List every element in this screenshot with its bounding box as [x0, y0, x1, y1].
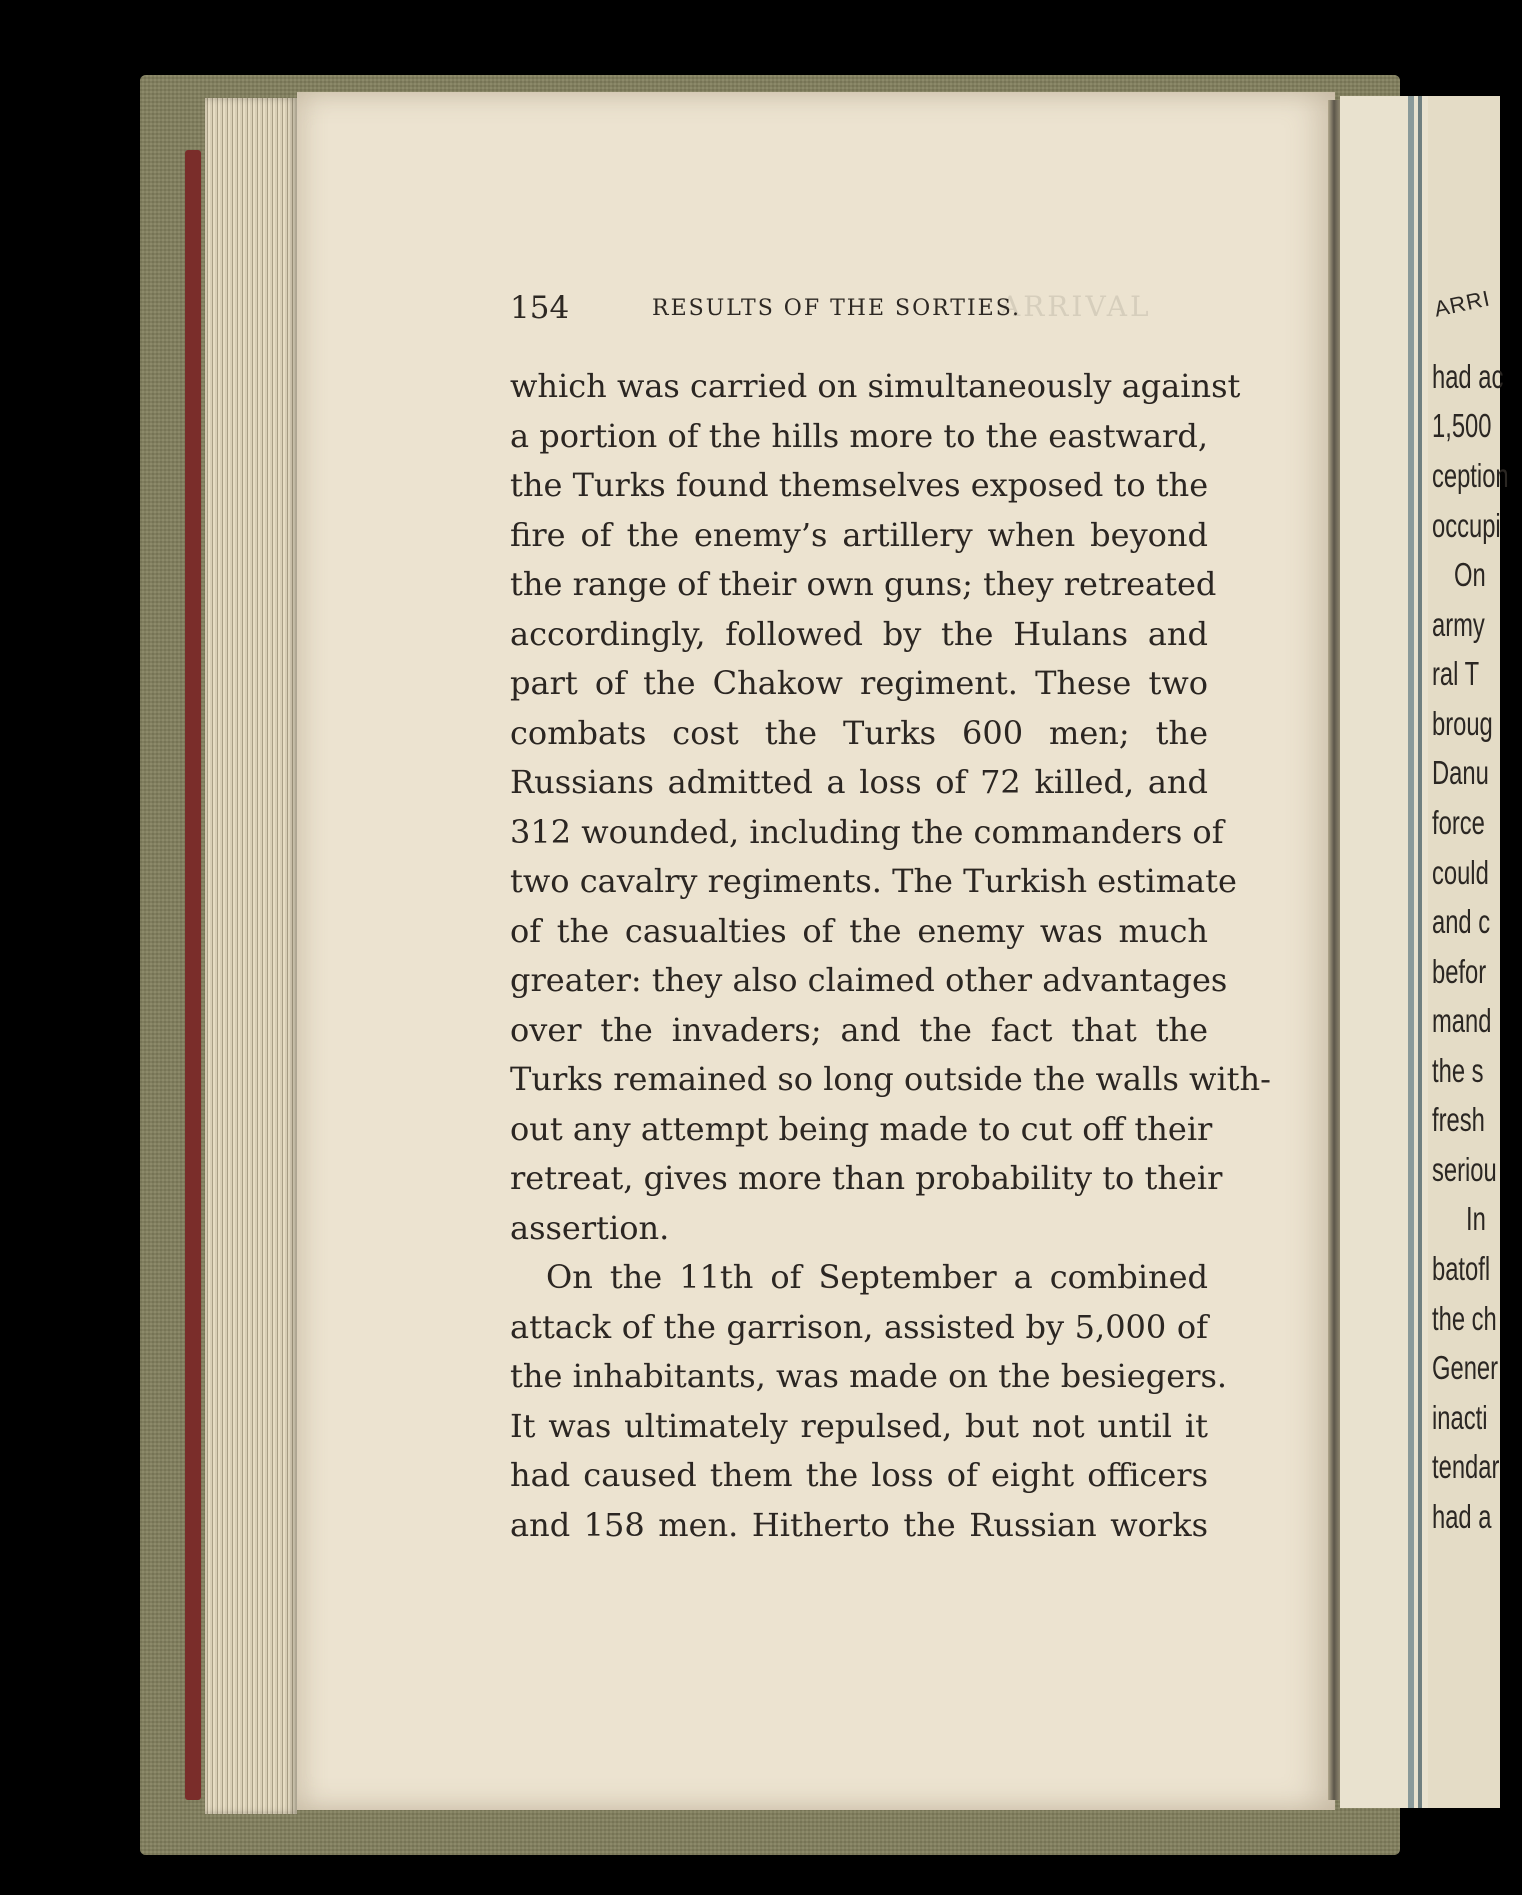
- book-gutter: [1328, 100, 1340, 1800]
- word-fragment: broug: [1432, 705, 1493, 742]
- word-fragment: seriou: [1432, 1151, 1497, 1188]
- text-line: which was carried on simultaneously against: [510, 367, 1241, 405]
- text-line: attack of the garrison, assisted by 5,000 of: [510, 1307, 1208, 1346]
- word-fragment: force: [1432, 804, 1485, 841]
- word-fragment: the ch: [1432, 1300, 1497, 1337]
- text-line: assertion.: [510, 1208, 670, 1247]
- text-line: fire of the enemy’s artillery when beyond: [510, 515, 1208, 554]
- text-line: two cavalry regiments. The Turkish estimate: [510, 862, 1237, 900]
- text-line: Russians admitted a loss of 72 killed, and: [510, 763, 1208, 801]
- right-running-head: ARRI: [1431, 285, 1493, 322]
- page-edges: [205, 98, 297, 1814]
- text-line: and 158 men. Hitherto the Russian works: [510, 1505, 1208, 1544]
- word-fragment: In: [1466, 1200, 1486, 1237]
- text-line: accordingly, followed by the Hulans and: [510, 614, 1208, 653]
- word-fragment: army: [1432, 606, 1485, 643]
- word-fragment: and c: [1432, 903, 1491, 940]
- word-fragment: had a: [1432, 1498, 1492, 1535]
- page-border-line: [1418, 96, 1422, 1808]
- word-fragment: had ac: [1432, 358, 1504, 395]
- word-fragment: occupi: [1432, 507, 1501, 544]
- word-fragment: 1,500: [1432, 407, 1492, 444]
- word-fragment: mand: [1432, 1002, 1492, 1039]
- word-fragment: tendar: [1432, 1448, 1500, 1485]
- text-line: retreat, gives more than probability to their: [510, 1159, 1223, 1197]
- text-line: 312 wounded, including the commanders of: [510, 812, 1224, 851]
- page-strip: [1428, 96, 1500, 1808]
- text-line: over the invaders; and the fact that the: [510, 1010, 1208, 1049]
- word-fragment: befor: [1432, 953, 1487, 990]
- word-fragment: ception: [1432, 457, 1509, 494]
- word-fragment: Danu: [1432, 754, 1489, 791]
- text-line: part of the Chakow regiment. These two: [510, 664, 1208, 702]
- page-border-line: [1408, 96, 1414, 1808]
- text-line: the inhabitants, was made on the besiegers.: [510, 1357, 1228, 1395]
- text-line: greater: they also claimed other advantages: [510, 961, 1228, 999]
- show-through-text: ARRIVAL: [1000, 290, 1152, 323]
- word-fragment: fresh: [1432, 1101, 1485, 1138]
- text-line: the Turks found themselves exposed to the: [510, 466, 1209, 504]
- word-fragment: inacti: [1432, 1399, 1488, 1436]
- text-line: of the casualties of the enemy was much: [510, 911, 1208, 950]
- word-fragment: On: [1454, 556, 1486, 593]
- text-line: On the 11th of September a combined: [546, 1258, 1208, 1296]
- body-text: [510, 362, 1271, 1550]
- text-line: It was ultimately repulsed, but not until it: [510, 1406, 1208, 1445]
- text-line: had caused them the loss of eight officers: [510, 1456, 1208, 1494]
- text-line: the range of their own guns; they retreated: [510, 565, 1217, 603]
- page-number: 154: [510, 290, 570, 326]
- page-header: [510, 290, 1210, 330]
- word-fragment: Gener: [1432, 1349, 1499, 1386]
- word-fragment: batofl: [1432, 1250, 1491, 1287]
- running-head: RESULTS OF THE SORTIES.: [652, 296, 1021, 321]
- word-fragment: ral T: [1432, 655, 1480, 692]
- text-line: a portion of the hills more to the eastward,: [510, 416, 1208, 455]
- text-line: out any attempt being made to cut off their: [510, 1109, 1213, 1148]
- text-line: Turks remained so long outside the walls with-: [510, 1060, 1271, 1098]
- text-line: combats cost the Turks 600 men; the: [510, 713, 1208, 752]
- word-fragment: could: [1432, 854, 1489, 891]
- word-fragment: the s: [1432, 1052, 1484, 1089]
- red-page-edge: [185, 150, 201, 1800]
- right-page-fragment: [1340, 96, 1500, 1808]
